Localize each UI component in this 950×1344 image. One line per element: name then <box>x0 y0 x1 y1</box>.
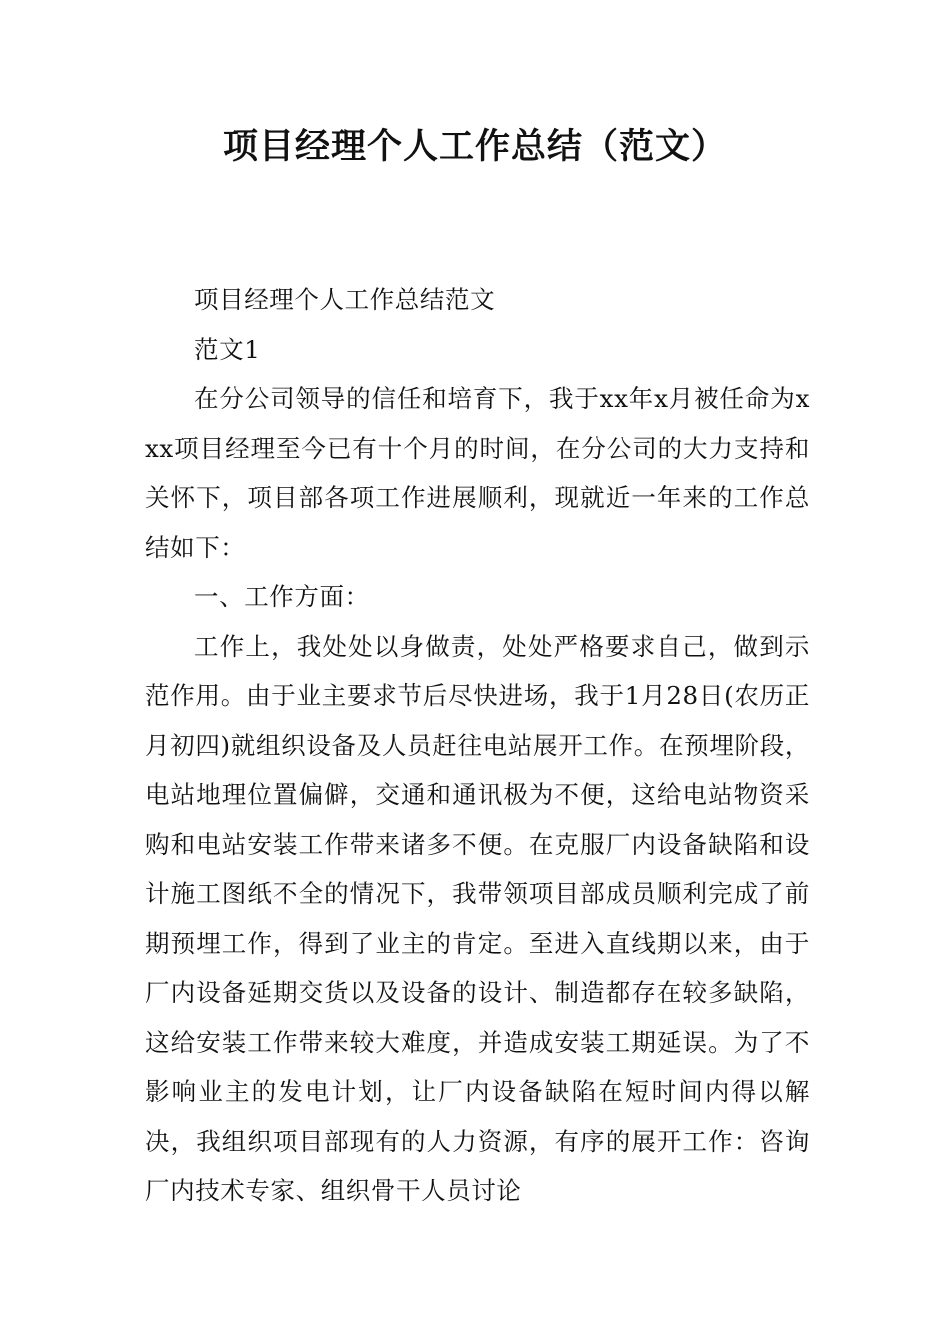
document-body <box>145 275 810 1216</box>
paragraph-subtitle: 项目经理个人工作总结范文 <box>194 285 496 314</box>
paragraph-section-heading: 一、工作方面： <box>194 582 370 611</box>
paragraph-intro: 在分公司领导的信任和培育下，我于xx年x月被任命为xxx项目经理至今已有十个月的时间，在分公司的大力支持和关怀下，项目部各项工作进展顺利，现就近一年来的工作总结如下： <box>145 384 810 562</box>
paragraph-work-details: 工作上，我处处以身做责，处处严格要求自己，做到示范作用。由于业主要求节后尽快进场，我于1月28日(农历正月初四)就组织设备及人员赶往电站展开工作。在预埋阶段，电站地理位置偏僻，交通和通讯极为不便，这给电站物资采购和电站安装工作带来诸多不便。在克服厂内设备缺陷和设计施工图纸不全的情况下，我带领项目部成员顺利完成了前期预埋工作，得到了业主的肯定。至进入直线期以来，由于厂内设备延期交货以及设备的设计、制造都存在较多缺陷，这给安装工作带来较大难度，并造成安装工期延误。为了不影响业主的发电计划，让厂内设备缺陷在短时间内得以解决，我组织项目部现有的人力资源，有序的展开工作：咨询厂内技术专家、组织骨干人员讨论 <box>145 631 810 1205</box>
document-title: 项目经理个人工作总结（范文） <box>222 127 727 167</box>
paragraph-sample-label: 范文1 <box>194 334 261 364</box>
